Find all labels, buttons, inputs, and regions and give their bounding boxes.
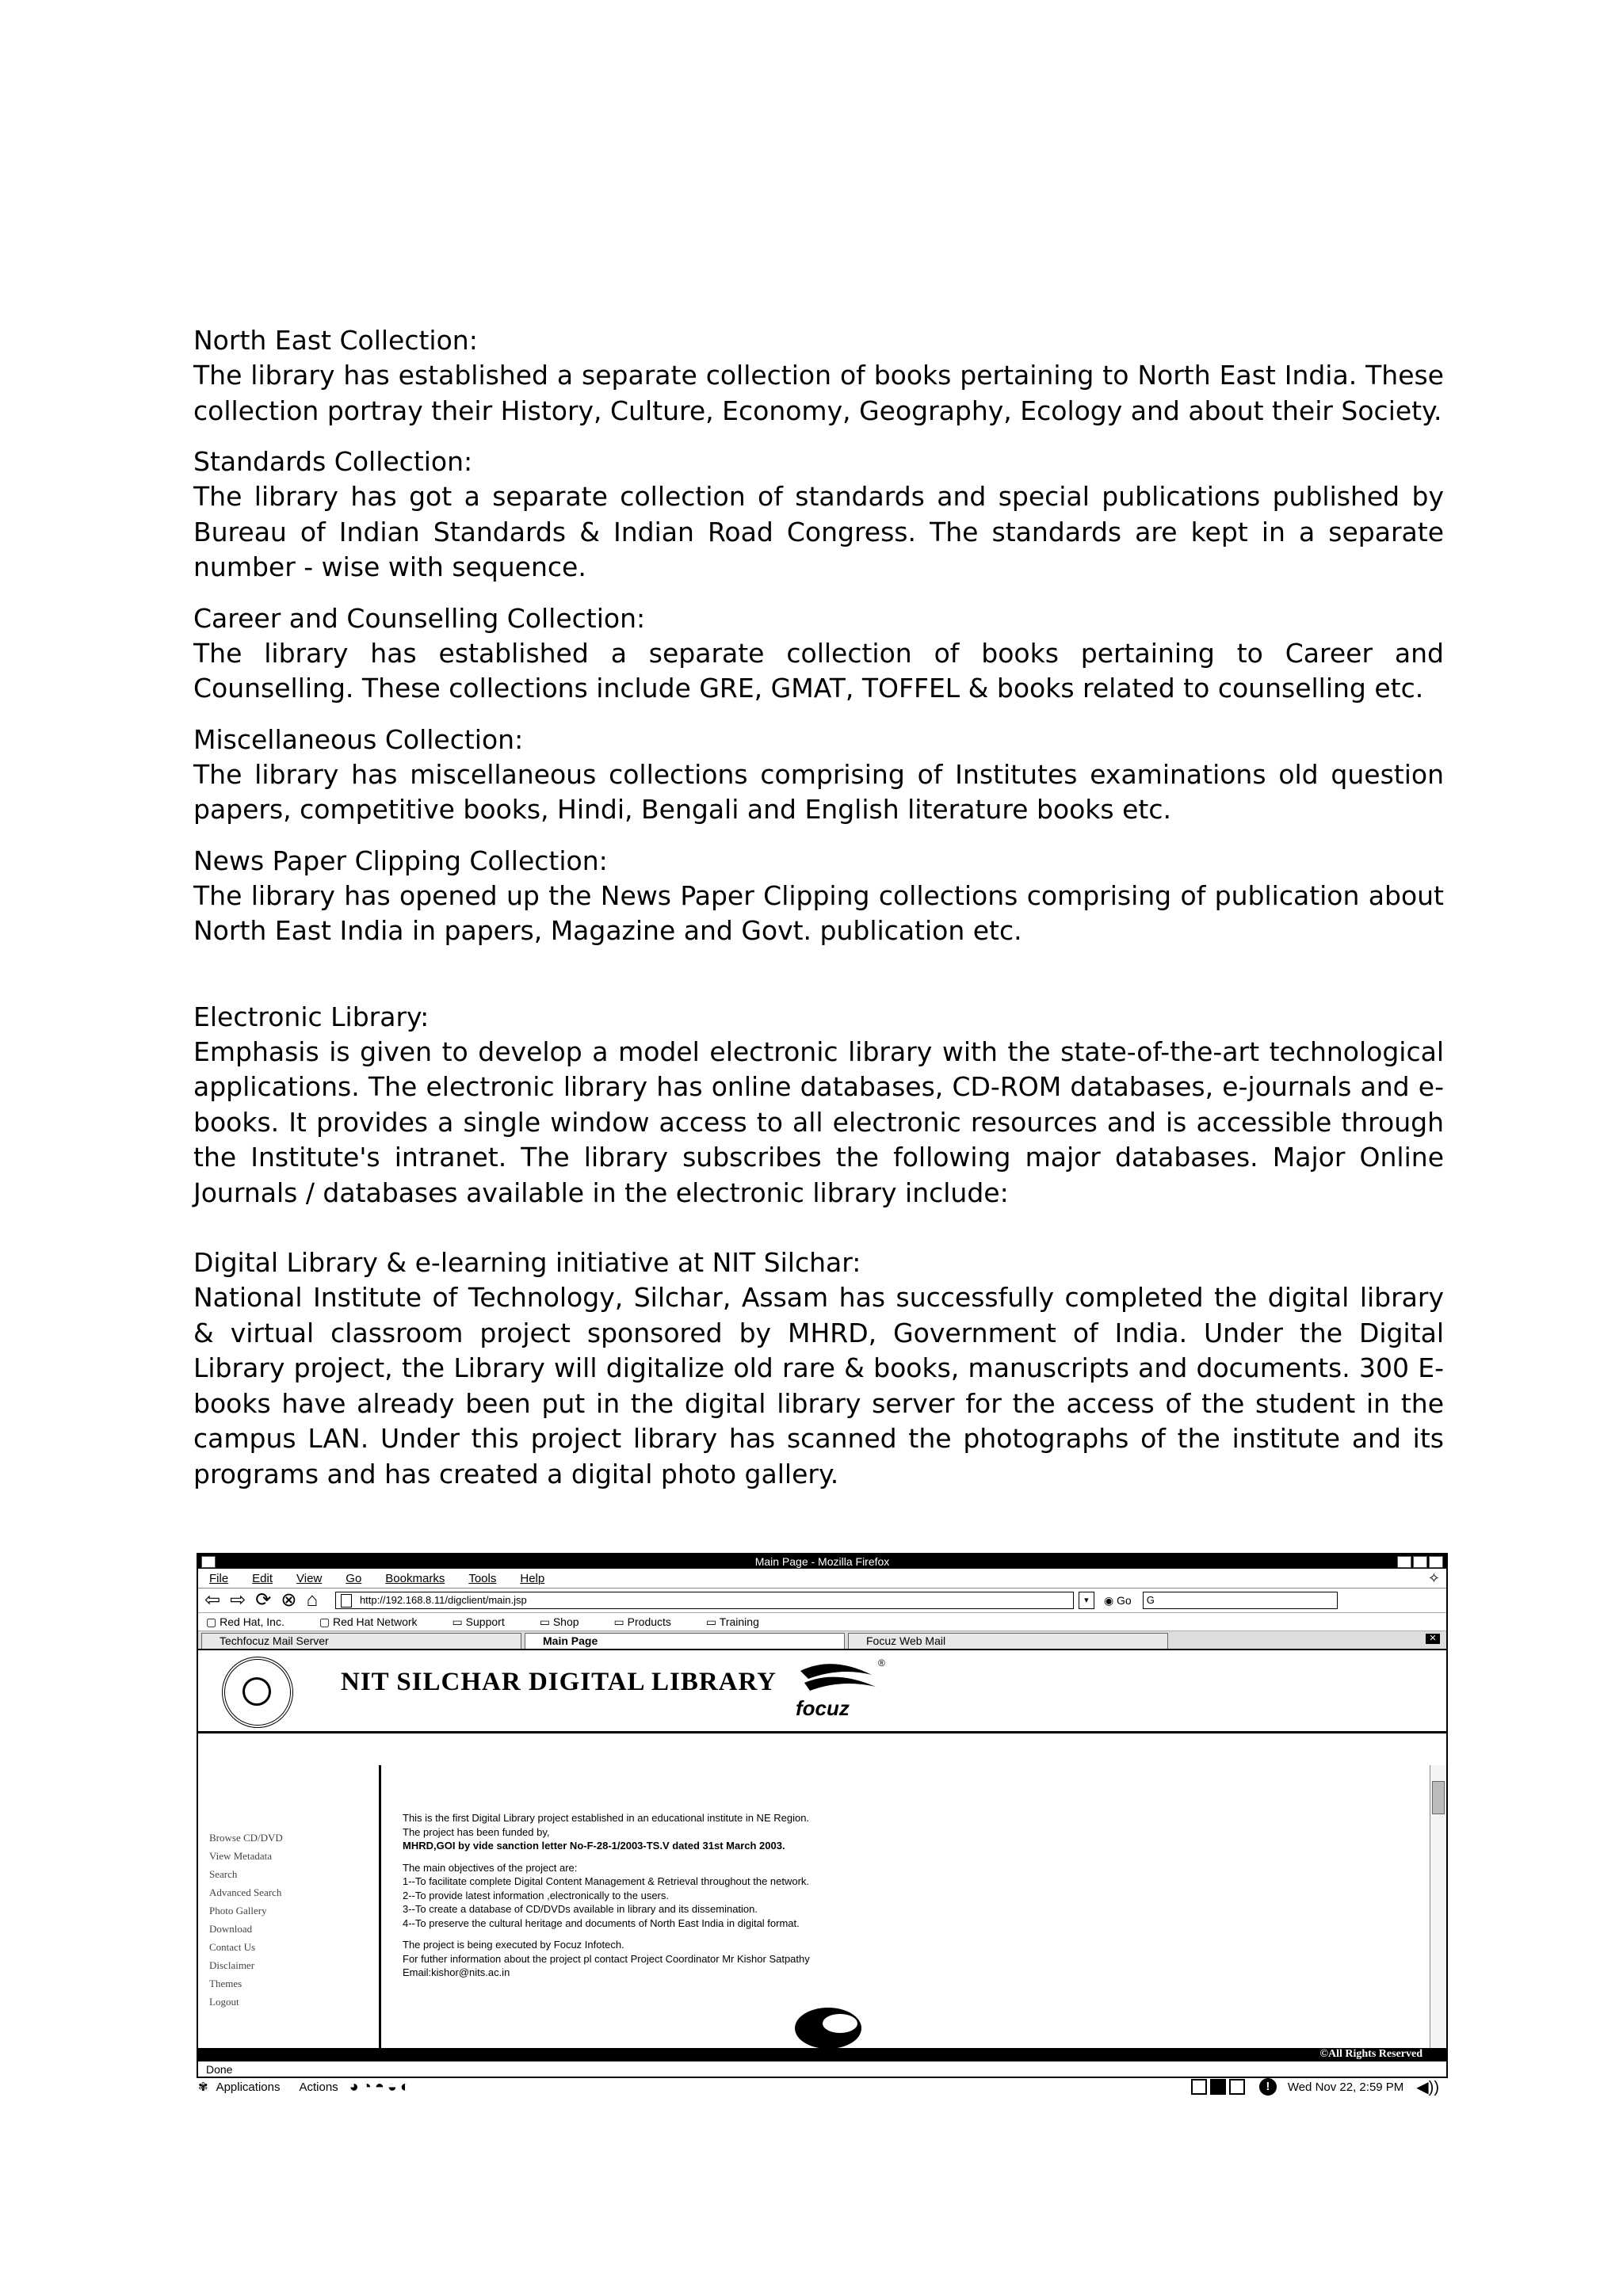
section-heading: Career and Counselling Collection: xyxy=(193,602,646,634)
brand-name: focuz xyxy=(796,1696,850,1720)
back-icon[interactable]: ⇦ xyxy=(204,1589,221,1611)
system-tray xyxy=(1188,2077,1444,2097)
section-heading: North East Collection: xyxy=(193,325,478,356)
exec-line: The project is being executed by Focuz Infotech. xyxy=(403,1939,624,1951)
menu-file[interactable]: File xyxy=(209,1571,229,1585)
search-input[interactable] xyxy=(1143,1592,1338,1609)
bookmark-folder[interactable]: ▭ Training xyxy=(705,1615,759,1628)
reload-icon[interactable]: ⟳ xyxy=(255,1589,272,1611)
nit-seal-logo xyxy=(222,1657,293,1728)
status-bar xyxy=(198,2061,1448,2077)
close-tab-icon[interactable]: ✕ xyxy=(1426,1634,1440,1644)
section-body: The library has got a separate collection of standards and special publications published by Bureau of Indian Standards & Indian Road Congress. The standards are kept in a separate number - wise with sequence. xyxy=(193,481,1444,582)
go-button[interactable]: ◉ Go xyxy=(1103,1593,1132,1607)
navigation-toolbar xyxy=(198,1589,1446,1613)
bookmark-folder[interactable]: ▭ Shop xyxy=(539,1615,579,1628)
sanction-line: MHRD,GOI by vide sanction letter No-F-28-1/2003-TS.V dated 31st March 2003. xyxy=(403,1840,785,1852)
menu-tools[interactable]: Tools xyxy=(468,1571,497,1585)
section-north-east xyxy=(193,323,1444,429)
bookmark-item[interactable]: ▢ Red Hat, Inc. xyxy=(206,1615,285,1628)
tab-main-page[interactable]: Main Page xyxy=(525,1633,845,1649)
tab-mail-server[interactable]: Techfocuz Mail Server xyxy=(201,1633,521,1649)
document-body xyxy=(193,323,1444,1508)
stop-icon[interactable]: ⊗ xyxy=(281,1589,297,1611)
site-banner xyxy=(198,1650,1446,1733)
nav-disclaimer[interactable]: Disclaimer xyxy=(209,1959,255,1971)
section-heading: Electronic Library: xyxy=(193,1001,430,1032)
status-text: Done xyxy=(206,2063,233,2076)
tab-bar xyxy=(198,1631,1446,1650)
intro-content xyxy=(403,1811,1401,1980)
section-body: National Institute of Technology, Silchar, Assam has successfully completed the digital library & virtual classroom project sponsored by MHRD, Government of India. Under the Digital Library project, the Library will digitalize old rare & books, manuscripts and documents. 300 E-books have already been put in the digital library server for the access of the student in the campus LAN. Under this project library has scanned the photographs of the institute and its programs and has created a digital photo gallery. xyxy=(193,1282,1444,1489)
exec-line: For futher information about the project pl contact Project Coordinator Mr Kishor Satpathy xyxy=(403,1952,810,1965)
section-heading: Digital Library & e-learning initiative at NIT Silchar: xyxy=(193,1247,861,1278)
home-icon[interactable]: ⌂ xyxy=(306,1589,318,1611)
objective-item: 3--To create a database of CD/DVDs available in library and its dissemination. xyxy=(403,1903,758,1915)
nav-themes[interactable]: Themes xyxy=(209,1978,242,1989)
url-value: http://192.168.8.11/digclient/main.jsp xyxy=(359,1594,527,1606)
menu-bar xyxy=(198,1569,1446,1589)
intro-line: The project has been funded by, xyxy=(403,1825,550,1838)
section-body: The library has opened up the News Paper Clipping collections comprising of publication about North East India in papers, Magazine and Govt. publication etc. xyxy=(193,879,1444,946)
nav-view-metadata[interactable]: View Metadata xyxy=(209,1850,272,1862)
window-menu-icon[interactable] xyxy=(201,1556,216,1568)
maximize-icon[interactable] xyxy=(1413,1556,1427,1568)
section-heading: Miscellaneous Collection: xyxy=(193,723,524,755)
menu-help[interactable]: Help xyxy=(520,1571,545,1585)
close-icon[interactable] xyxy=(1429,1556,1443,1568)
browser-screenshot xyxy=(197,1553,1448,2078)
section-miscellaneous xyxy=(193,723,1444,828)
menu-view[interactable]: View xyxy=(296,1571,323,1585)
page-icon xyxy=(341,1594,352,1608)
section-body: The library has established a separate collection of books pertaining to Career and Counselling. These collections include GRE, GMAT, TOFFEL & books related to counselling etc. xyxy=(193,637,1444,704)
window-title: Main Page - Mozilla Firefox xyxy=(754,1555,890,1568)
desktop-taskbar xyxy=(198,2076,1444,2098)
nav-browse-cd-dvd[interactable]: Browse CD/DVD xyxy=(209,1832,283,1844)
section-heading: Standards Collection: xyxy=(193,446,473,477)
nav-photo-gallery[interactable]: Photo Gallery xyxy=(209,1905,267,1917)
nav-download[interactable]: Download xyxy=(209,1923,253,1935)
volume-icon[interactable]: ◀)) xyxy=(1416,2078,1439,2096)
contact-email: Email:kishor@nits.ac.in xyxy=(403,1966,510,1978)
go-label: Go xyxy=(1117,1593,1132,1607)
workspace-icon[interactable] xyxy=(1191,2079,1207,2095)
bookmark-folder[interactable]: ▭ Products xyxy=(613,1615,671,1628)
objective-item: 1--To facilitate complete Digital Content Management & Retrieval throughout the network. xyxy=(403,1875,810,1887)
section-standards xyxy=(193,444,1444,585)
forward-icon[interactable]: ⇨ xyxy=(230,1589,246,1611)
section-digital-library xyxy=(193,1245,1444,1492)
scrollbar-thumb[interactable] xyxy=(1432,1781,1445,1814)
intro-line: This is the first Digital Library project established in an educational institute in NE Region. xyxy=(403,1812,810,1824)
nav-contact-us[interactable]: Contact Us xyxy=(209,1941,256,1953)
objective-item: 2--To provide latest information ,electronically to the users. xyxy=(403,1889,669,1901)
objective-item: 4--To preserve the cultural heritage and documents of North East India in digital format. xyxy=(403,1917,800,1929)
workspace-icon[interactable] xyxy=(1229,2079,1245,2095)
menu-bookmarks[interactable]: Bookmarks xyxy=(385,1571,445,1585)
actions-menu[interactable]: Actions xyxy=(299,2080,338,2094)
bookmark-item[interactable]: ▢ Red Hat Network xyxy=(319,1615,418,1628)
section-career xyxy=(193,601,1444,707)
objectives-title: The main objectives of the project are: xyxy=(403,1861,578,1874)
url-dropdown-icon[interactable]: ▾ xyxy=(1079,1592,1094,1609)
launcher-icons[interactable]: ◕◔◓◒◐ xyxy=(349,2077,414,2096)
minimize-icon[interactable] xyxy=(1397,1556,1411,1568)
clock: Wed Nov 22, 2:59 PM xyxy=(1287,2080,1404,2094)
nav-advanced-search[interactable]: Advanced Search xyxy=(209,1886,282,1898)
applications-icon[interactable]: ✾ xyxy=(198,2081,208,2094)
section-news-paper xyxy=(193,844,1444,949)
svg-text:®: ® xyxy=(878,1657,885,1669)
alert-icon[interactable]: ! xyxy=(1259,2078,1277,2096)
techfocuz-logo xyxy=(792,2004,1030,2052)
copyright-text: ©All Rights Reserved xyxy=(1319,2048,1423,2060)
site-footer xyxy=(198,2048,1446,2061)
menu-go[interactable]: Go xyxy=(346,1571,362,1585)
search-engine-icon: G xyxy=(1146,1594,1155,1606)
section-electronic-library xyxy=(193,1000,1444,1211)
url-input[interactable] xyxy=(335,1592,1074,1609)
nav-search[interactable]: Search xyxy=(209,1868,238,1880)
applications-menu[interactable]: Applications xyxy=(216,2080,281,2094)
nav-logout[interactable]: Logout xyxy=(209,1996,239,2008)
section-body: The library has established a separate collection of books pertaining to North East India. These collection portray their History, Culture, Economy, Geography, Ecology and about their Society. xyxy=(193,360,1444,426)
tab-web-mail[interactable]: Focuz Web Mail xyxy=(848,1633,1168,1649)
section-body: The library has miscellaneous collections comprising of Institutes examinations old question papers, competitive books, Hindi, Bengali and English literature books etc. xyxy=(193,758,1444,825)
menu-edit[interactable]: Edit xyxy=(252,1571,273,1585)
bookmark-folder[interactable]: ▭ Support xyxy=(452,1615,505,1628)
sidebar-nav xyxy=(198,1765,381,2048)
page-main xyxy=(198,1765,1446,2048)
throbber-icon: ✧ xyxy=(1427,1569,1440,1586)
workspace-icon[interactable] xyxy=(1210,2079,1226,2095)
window-titlebar xyxy=(198,1554,1446,1569)
vertical-scrollbar[interactable] xyxy=(1430,1765,1446,2048)
site-title: NIT SILCHAR DIGITAL LIBRARY xyxy=(341,1668,777,1696)
section-heading: News Paper Clipping Collection: xyxy=(193,845,608,876)
bookmarks-toolbar xyxy=(198,1613,1446,1631)
section-body: Emphasis is given to develop a model electronic library with the state-of-the-art technological applications. The electronic library has online databases, CD-ROM databases, e-journals and e-books. It provides a single window access to all electronic resources and is accessible through the Institute's intranet. The library subscribes the following major databases. Major Online Journals / databases available in the electronic library include: xyxy=(193,1035,1444,1208)
